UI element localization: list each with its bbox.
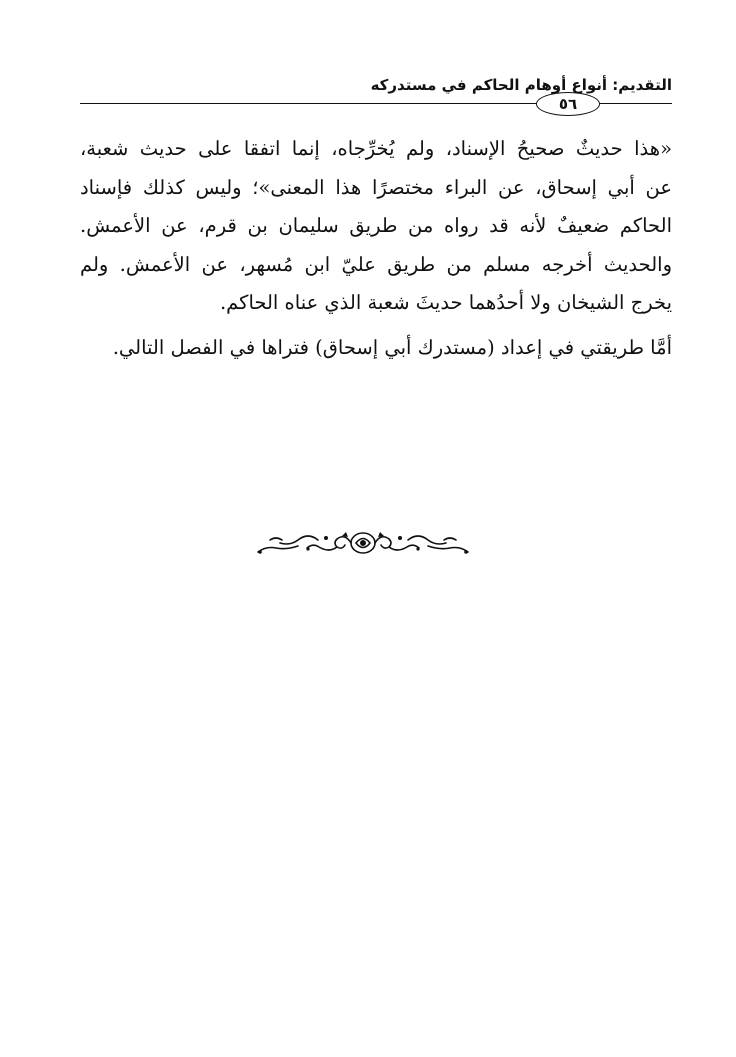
paragraph-1-line-3: الحاكم ضعيفٌ لأنه قد رواه من طريق سليمان بن قرم، عن الأعمش. [80, 214, 672, 237]
paragraph-1-line-4: والحديث أخرجه مسلم من طريق عليّ ابن مُسهر، عن الأعمش. ولم [80, 252, 672, 276]
paragraph-2-line-1: أمَّا طريقتي في إعداد (مستدرك أبي إسحاق) فتراها في الفصل التالي. [112, 335, 672, 359]
paragraph-1 [80, 130, 672, 323]
header-rule [80, 103, 540, 104]
header-rule-right [594, 103, 672, 104]
paragraph-1-line-1: «هذا حديثٌ صحيحُ الإسناد، ولم يُخرِّجاه، إنما اتفقا على حديث شعبة، [80, 137, 672, 160]
running-header [80, 68, 672, 113]
paragraph-2 [80, 329, 672, 368]
body-text [80, 130, 672, 367]
running-header-title: التقديم: أنواع أوهام الحاكم في مستدركه [370, 76, 672, 94]
paragraph-1-line-2: عن أبي إسحاق، عن البراء مختصرًا هذا المعنى»؛ وليس كذلك فإسناد [80, 175, 672, 199]
decorative-divider-ornament-icon [252, 528, 474, 558]
page-number: ٥٦ [536, 92, 600, 116]
paragraph-1-line-5: يخرج الشيخان ولا أحدُهما حديثَ شعبة الذي عناه الحاكم. [219, 291, 672, 314]
